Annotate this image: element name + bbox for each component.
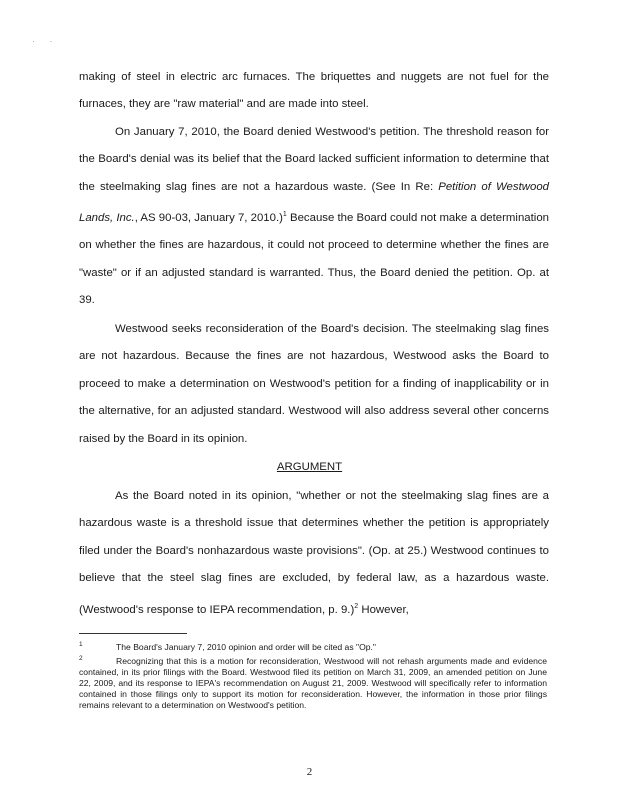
footnote-number: 1 <box>79 641 83 648</box>
footnote-text: The Board's January 7, 2010 opinion and order will be cited as "Op." <box>116 642 376 652</box>
footnote-divider <box>79 633 187 634</box>
footnote-2 <box>79 656 547 711</box>
paragraph-reconsideration <box>79 316 549 453</box>
paragraph-text: making of steel in electric arc furnaces. The briquettes and nuggets are not fuel for the furnaces, they are "raw material" and are made into steel. <box>79 71 549 111</box>
paragraph-text: , AS 90-03, January 7, 2010.) <box>134 212 283 225</box>
footnote-text: Recognizing that this is a motion for reconsideration, Westwood will not rehash arguments made and evidence contained, in its prior filings with the Board. Westwood filed its petition on March 31, 2009, an amended petition on June 22, 2009, and its response to IEPA's recommendation on August 21, 2009. Westwood will specifically refer to information contained in those filings only to support its motion for reconsideration. However, the information in those prior filings remains relevant to a determination on Westwood's petition. <box>79 656 547 711</box>
footnote-ref-2: 2 <box>354 602 359 610</box>
footnote-1 <box>79 642 547 653</box>
page-number: 2 <box>306 766 313 778</box>
paragraph-text: Westwood seeks reconsideration of the Board's decision. The steelmaking slag fines are not hazardous. Because the fines are not hazardous, Westwood asks the Board to proceed to make a determination on Westwood's petition for a finding of inapplicability or in the alternative, for an adjusted standard. Westwood will also address several other concerns raised by the Board in its opinion. <box>79 323 549 445</box>
scan-corner-mark: · · <box>32 36 59 46</box>
paragraph-board-denial <box>79 119 549 315</box>
paragraph-text: Because the Board could not make a determination on whether the fines are hazardous, it could not proceed to determine whether the fines are "waste" or if an adjusted standard is warranted. Thus, the Board denied the petition. Op. at 39. <box>79 212 549 307</box>
case-citation: Petition of Westwood Lands, Inc. <box>79 180 549 225</box>
paragraph-text: However, <box>358 603 409 616</box>
footnote-number: 2 <box>79 655 83 662</box>
paragraph-argument <box>79 483 549 624</box>
section-heading: ARGUMENT <box>276 461 343 473</box>
paragraph-text: On January 7, 2010, the Board denied Westwood's petition. The threshold reason for the Board's denial was its belief that the Board lacked sufficient information to determine that the steelmaking slag fines are not a hazardous waste. (See In Re: <box>79 126 549 193</box>
paragraph-text: As the Board noted in its opinion, "whether or not the steelmaking slag fines are a hazardous waste is a threshold issue that determines whether the petition is appropriately filed under the Board's nonhazardous waste provisions". (Op. at 25.) Westwood continues to believe that the steel slag fines are excluded, by federal law, as a hazardous waste. (Westwood's response to IEPA recommendation, p. 9.) <box>79 490 549 616</box>
paragraph-continuation <box>79 64 549 119</box>
footnote-ref-1: 1 <box>282 211 287 219</box>
